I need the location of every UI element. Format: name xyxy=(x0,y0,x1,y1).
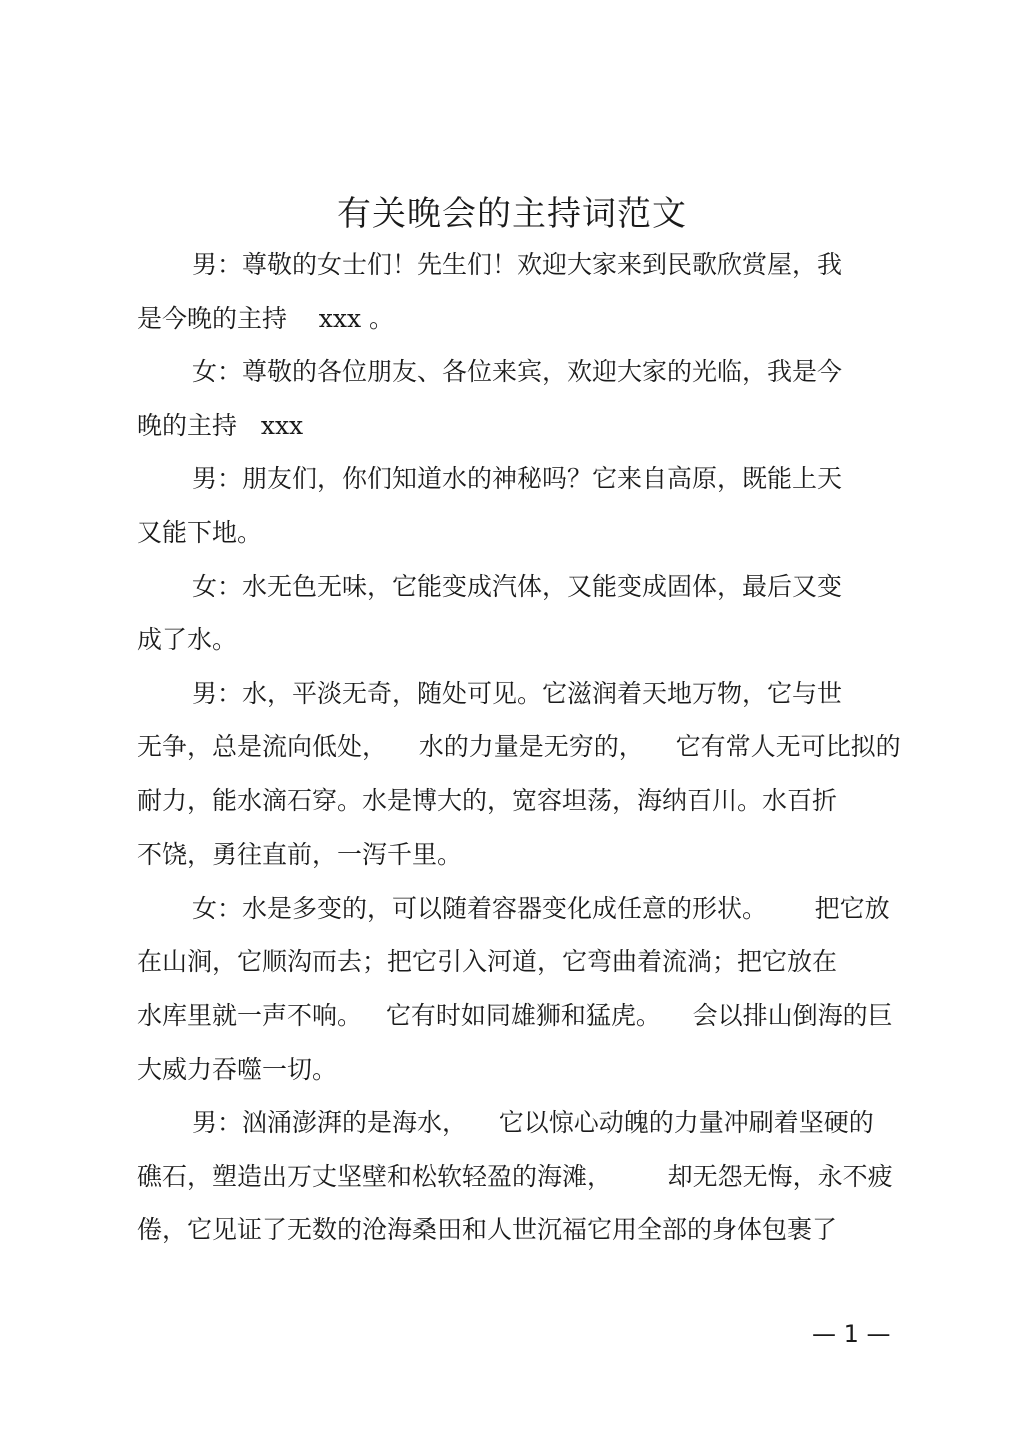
paragraph-line: 不饶，勇往直前，一泻千里。 xyxy=(137,840,463,869)
paragraph-line: 女：水无色无味，它能变成汽体，又能变成固体，最后又变 xyxy=(192,572,843,601)
page-number: — 1 — xyxy=(812,1320,891,1348)
paragraph-line: 大威力吞噬一切。 xyxy=(137,1055,338,1084)
paragraph-line: 是今晚的主持 xxx 。 xyxy=(137,304,395,333)
paragraph-line: 耐力，能水滴石穿。水是博大的，宽容坦荡，海纳百川。水百折 xyxy=(137,786,838,815)
paragraph-line: 成了水。 xyxy=(137,625,238,654)
paragraph-line: 晚的主持 xxx xyxy=(137,411,304,440)
paragraph-line: 女：尊敬的各位朋友、各位来宾，欢迎大家的光临，我是今 xyxy=(192,357,843,386)
paragraph-line: 男：尊敬的女士们！先生们！欢迎大家来到民歌欣赏屋，我 xyxy=(192,250,843,279)
paragraph-line: 男：汹涌澎湃的是海水， 它以惊心动魄的力量冲刷着坚硬的 xyxy=(192,1108,874,1137)
paragraph-line: 倦，它见证了无数的沧海桑田和人世沉福它用全部的身体包裹了 xyxy=(137,1215,838,1244)
paragraph-line: 男：水，平淡无奇，随处可见。它滋润着天地万物，它与世 xyxy=(192,679,843,708)
paragraph-line: 水库里就一声不响。 它有时如同雄狮和猛虎。 会以排山倒海的巨 xyxy=(137,1001,893,1030)
paragraph-line: 在山涧，它顺沟而去；把它引入河道，它弯曲着流淌；把它放在 xyxy=(137,947,838,976)
paragraph-line: 无争，总是流向低处， 水的力量是无穷的， 它有常人无可比拟的 xyxy=(137,732,901,761)
document-title: 有关晚会的主持词范文 xyxy=(337,194,687,234)
paragraph-line: 男：朋友们，你们知道水的神秘吗？它来自高原，既能上天 xyxy=(192,464,843,493)
paragraph-line: 礁石，塑造出万丈坚壁和松软轻盈的海滩， 却无怨无悔，永不疲 xyxy=(137,1162,893,1191)
paragraph-line: 女：水是多变的，可以随着容器变化成任意的形状。 把它放 xyxy=(192,894,890,923)
paragraph-line: 又能下地。 xyxy=(137,518,263,547)
